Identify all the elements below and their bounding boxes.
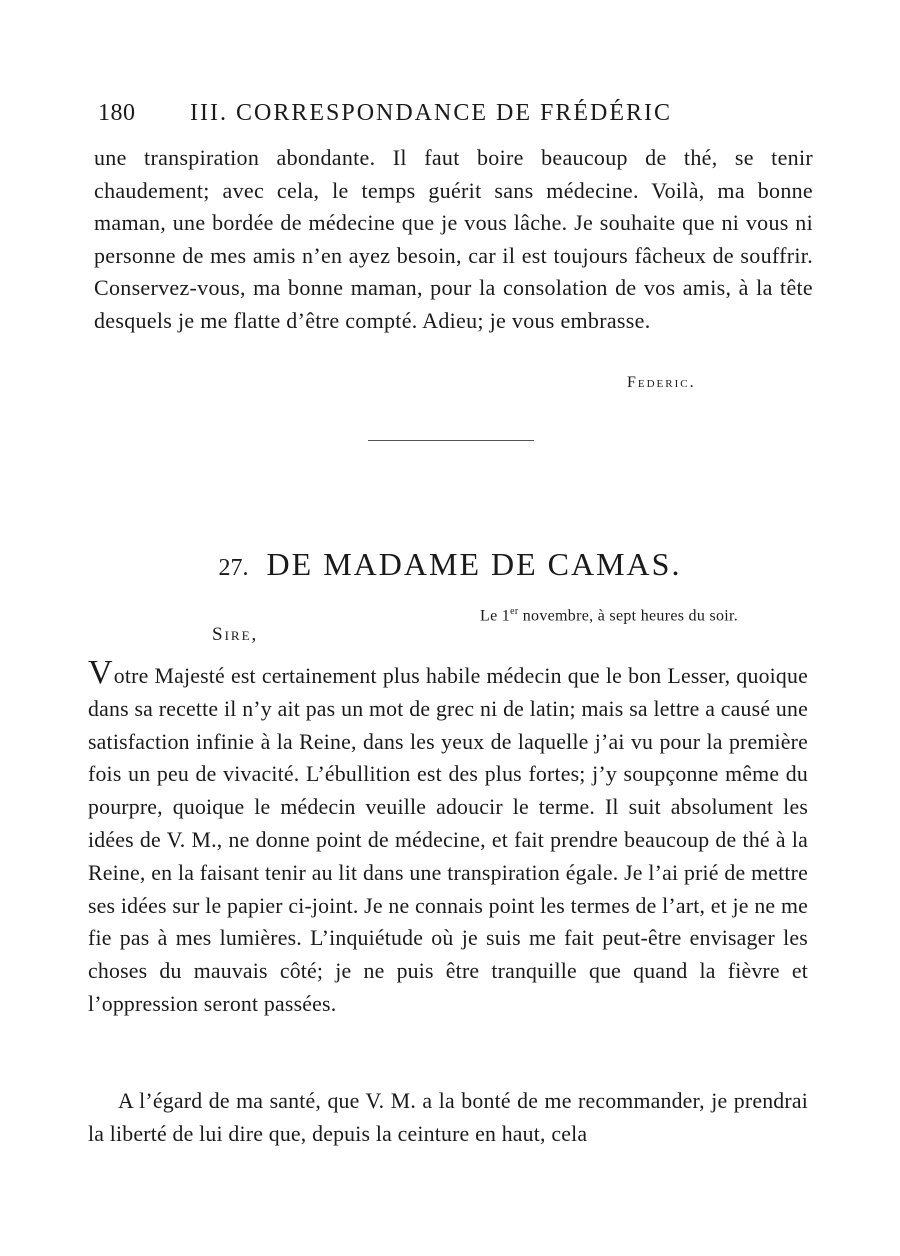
dateline-pre: Le 1 <box>480 607 511 625</box>
letter-heading <box>0 546 900 583</box>
salutation: Sire, <box>212 624 259 645</box>
letter-paragraph-1 <box>88 654 808 1021</box>
dateline <box>480 606 780 625</box>
dateline-post: novembre, à sept heures du soir. <box>518 607 739 625</box>
letter-title: DE MADAME DE CAMAS. <box>266 546 682 582</box>
dateline-sup: er <box>510 606 519 617</box>
running-head-title: III. CORRESPONDANCE DE FRÉDÉRIC <box>190 100 673 126</box>
letter-paragraph-1-text: otre Majesté est certainement plus habile médecin que le bon Lesser, quoique dans sa recette il n’y ait pas un mot de grec ni de latin; mais sa lettre a causé une satisfaction infinie à la Reine, dans les yeux de laquelle j’ai vu pour la première fois un peu de vivacité. L’ébullition est des plus fortes; j’y soupçonne même du pourpre, quoique le médecin veuille adoucir le terme. Il suit absolument les idées de V. M., ne donne point de médecine, et fait prendre beaucoup de thé à la Reine, en la faisant tenir au lit dans une transpiration égale. Je l’ai prié de mettre ses idées sur le papier ci-joint. Je ne connais point les termes de l’art, et je ne me fie pas à mes lumières. L’inquiétude où je suis me fait peut-être envisager les choses du mauvais côté; je ne puis être tranquille que quand la fièvre et l’oppression seront passées. <box>88 664 808 1016</box>
letter-paragraph-2: A l’égard de ma santé, que V. M. a la bonté de me recommander, je prendrai la liberté de lui dire que, depuis la ceinture en haut, cela <box>88 1089 808 1146</box>
section-divider <box>368 440 534 441</box>
signature: Federic. <box>627 374 696 391</box>
running-head <box>98 100 718 127</box>
continuation-paragraph: une transpiration abondante. Il faut boire beaucoup de thé, se tenir chaudement; avec cela, le temps guérit sans médecine. Voilà, ma bonne maman, une bordée de médecine que je vous lâche. Je souhaite que ni vous ni personne de mes amis n’en ayez besoin, car il est toujours fâcheux de souffrir. Conservez-vous, ma bonne maman, pour la consolation de vos amis, à la tête desquels je me flatte d’être compté. Adieu; je vous embrasse. <box>94 145 813 333</box>
letter-number: 27. <box>218 555 249 581</box>
drop-cap: V <box>88 654 113 691</box>
page-number: 180 <box>98 100 136 126</box>
